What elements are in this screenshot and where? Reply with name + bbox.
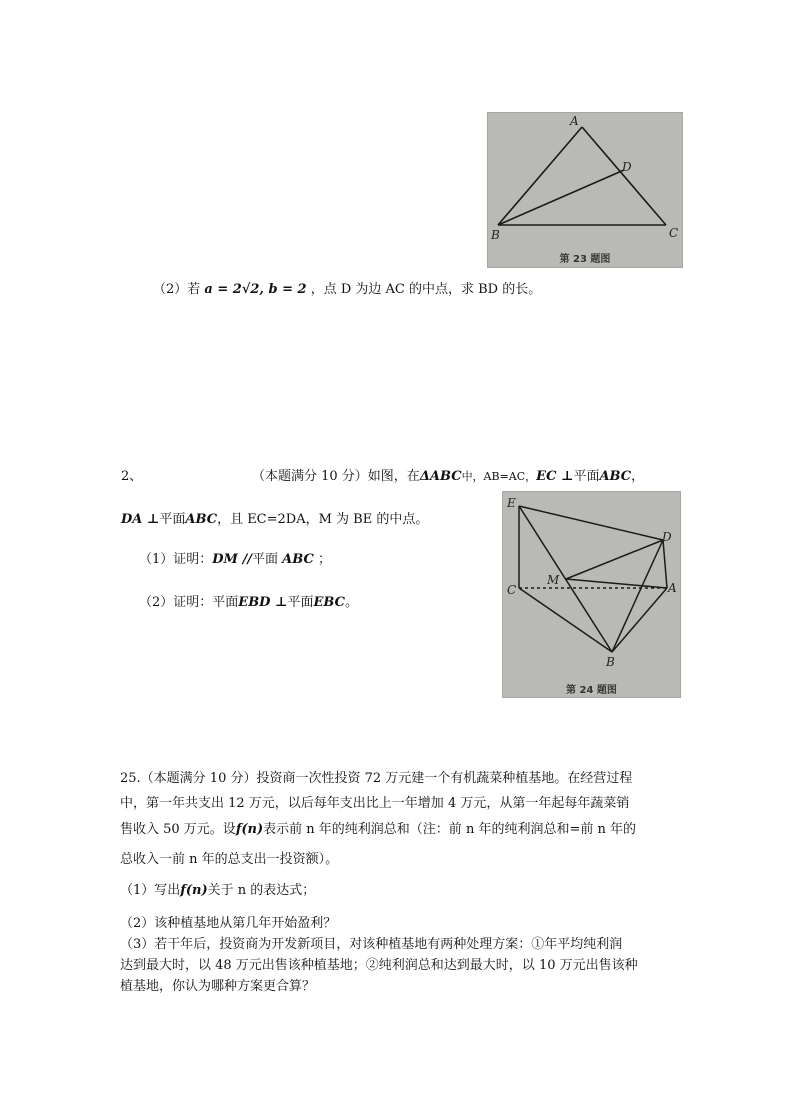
- q25-line4: 总收入一前 n 年的总支出一投资额）。: [120, 852, 339, 867]
- q24-p2-end: 。: [344, 595, 358, 610]
- q25-part3-line2: 达到最大时，以 48 万元出售该种植基地；②纯利润总和达到最大时，以 10 万元出售该种: [120, 958, 638, 973]
- q25-part3-line3: 植基地，你认为哪种方案更合算？: [120, 979, 316, 994]
- q24-rest: ，且 EC=2DA，M 为 BE 的中点。: [217, 512, 429, 527]
- q24-p2-plane: 平面: [287, 595, 314, 610]
- q24-line2: [121, 508, 428, 527]
- q23-part2-suffix: ，点 D 为边 AC 的中点，求 BD 的长。: [310, 282, 542, 297]
- q24-plane1: 平面: [573, 469, 600, 484]
- label-d: D: [622, 160, 632, 174]
- q24-ec-perp: EC ⊥: [536, 469, 574, 484]
- q25-p1-pre: （1）写出: [120, 883, 181, 898]
- q25-line1: 25.（本题满分 10 分）投资商一次性投资 72 万元建一个有机蔬菜种植基地。在经营过程: [120, 771, 633, 786]
- q24-p1-plane: 平面: [251, 552, 278, 567]
- q24-intro1: （本题满分 10 分）如图，在: [252, 469, 420, 484]
- q24-plane2: 平面: [159, 512, 186, 527]
- q24-comma: ，: [631, 469, 645, 484]
- label-m: M: [547, 573, 560, 587]
- q25-line3-pre: 售收入 50 万元。设: [120, 822, 236, 837]
- label-a: A: [668, 581, 677, 595]
- q25-fn1: f(n): [235, 822, 264, 837]
- label-c: C: [507, 583, 517, 597]
- q24-p1-abc: ABC: [282, 552, 314, 567]
- q24-intro-line: [252, 465, 644, 484]
- label-b: B: [491, 228, 500, 242]
- q24-intro2: 中，AB=AC，: [461, 470, 537, 483]
- q24-abc1: ABC: [599, 469, 632, 484]
- edge-eb: [519, 506, 612, 652]
- pyramid-ebcad-diagram: [503, 492, 680, 697]
- q24-da-perp: DA ⊥: [121, 512, 160, 527]
- q23-part2: [153, 278, 541, 297]
- edge-ab: [498, 127, 582, 225]
- q25-line2: 中，第一年共支出 12 万元，以后每年支出比上一年增加 4 万元，从第一年起每年蔬菜销: [120, 796, 630, 811]
- edge-ab: [612, 588, 667, 652]
- q24-number: 2、: [121, 469, 143, 484]
- edge-ed: [519, 506, 663, 540]
- segment-bd: [498, 170, 624, 225]
- q25-line3: [120, 818, 636, 837]
- q25-part1: [120, 879, 315, 898]
- edge-cb: [519, 588, 612, 652]
- figure-23: [487, 112, 683, 268]
- q24-triangle: ΔABC: [419, 469, 462, 484]
- q25-p1-post: 关于 n 的表达式；: [207, 883, 316, 898]
- q25-line3-post: 表示前 n 年的纯利润总和（注：前 n 年的纯利润总和=前 n 年的: [263, 822, 636, 837]
- q25-part3-line1: （3）若干年后，投资商为开发新项目，对该种植基地有两种处理方案：①年平均纯利润: [120, 937, 623, 952]
- label-b: B: [606, 655, 615, 669]
- triangle-abc-diagram: [488, 113, 682, 267]
- q24-part2: [139, 591, 358, 610]
- edge-da: [663, 540, 667, 588]
- label-c: C: [669, 226, 679, 240]
- q24-p1-dm: DM //: [212, 552, 252, 567]
- label-e: E: [507, 496, 516, 510]
- figure-24: [502, 491, 681, 698]
- q25-fn2: f(n): [180, 883, 208, 898]
- q24-p2-prefix: （2）证明：平面: [139, 595, 239, 610]
- edge-ac: [582, 127, 666, 225]
- q24-part1: [139, 548, 331, 567]
- figure-23-caption: 第 23 题图: [559, 254, 611, 265]
- q24-p2-ebd: EBD ⊥: [238, 595, 288, 610]
- label-a: A: [570, 114, 579, 128]
- segment-ma: [566, 579, 667, 588]
- label-d: D: [662, 530, 672, 544]
- q25-part2: （2）该种植基地从第几年开始盈利？: [120, 916, 337, 931]
- q23-part2-formula: a = 2√2, b = 2: [204, 282, 307, 297]
- q24-p2-ebc: EBC: [313, 595, 345, 610]
- q24-abc2: ABC: [185, 512, 218, 527]
- q24-p1-prefix: （1）证明：: [139, 552, 213, 567]
- q23-part2-prefix: （2）若: [153, 282, 201, 297]
- q24-p1-end: ；: [317, 552, 331, 567]
- figure-24-caption: 第 24 题图: [566, 685, 617, 696]
